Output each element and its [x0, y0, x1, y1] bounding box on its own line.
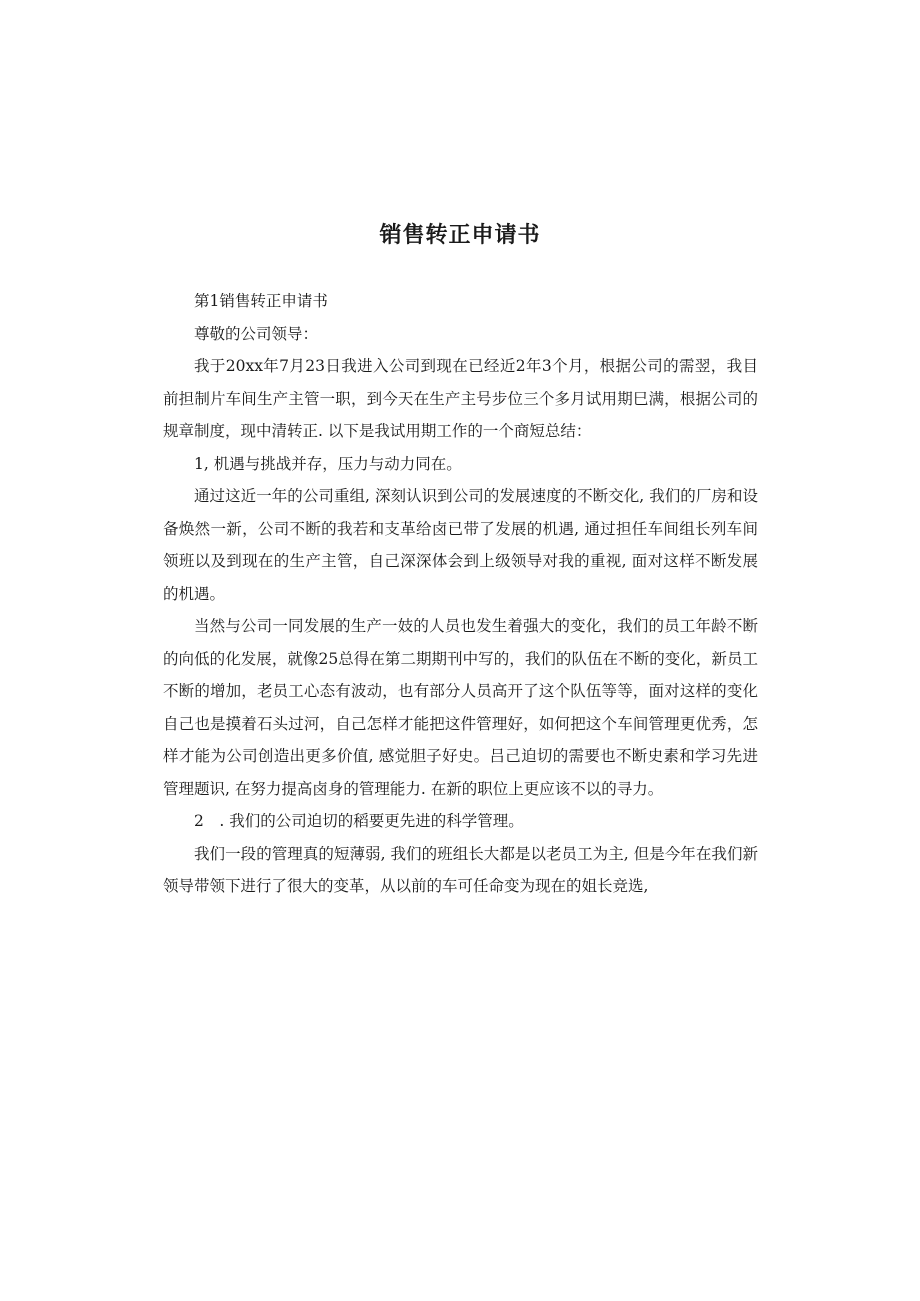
- document-subtitle: 第1销售转正申请书: [194, 292, 328, 310]
- paragraph-management: 我们一段的管理真的短薄弱, 我们的班组长大都是以老员工为主, 但是今年在我们新领导带领下进行了很大的变革，从以前的车可任命变为现在的姐长竞选,: [163, 844, 758, 895]
- paragraph-staff-changes: 当然与公司一同发展的生产一妓的人员也发生着强大的变化，我们的员工年龄不断的向低的化发展，就像25总得在第二期期刊中写的，我们的队伍在不断的变化，新员工不断的增加，老员工心态有波动，也有部分人员高开了这个队伍等等，面对这样的变化自己也是摸着石头过河，自己怎样才能把这件管理好，如何把这个车间管理更优秀，怎样才能为公司创造出更多价值, 感觉胆子好史。吕己迫切的需要也不断史素和学习先进管理题识, 在努力提高卤身的管理能力. 在新的职位上更应该不以的寻力。: [163, 617, 758, 798]
- paragraph-reorganization: 通过这近一年的公司重组, 深刻认识到公司的发展速度的不断交化, 我们的厂房和设备焕然一新，公司不断的我若和支革给卤已带了发展的机遇, 通过担任车间组长列车间领班以及到现在的生产主管，自己深深体会到上级领导对我的重视, 面对这样不断发展的机遇。: [163, 487, 758, 603]
- document-title: 销售转正申请书: [379, 223, 541, 248]
- section-heading-1: 1, 机遇与挑战并存，压力与动力同在。: [194, 454, 462, 473]
- document-body: [163, 285, 758, 903]
- section-heading-2: 2 . 我们的公司迫切的稻要更先进的科学管理。: [194, 812, 524, 830]
- salutation: 尊敬的公司领导：: [194, 324, 319, 343]
- paragraph-intro: 我于20xx年7月23日我进入公司到现在已经近2年3个月，根据公司的需翌，我目前担制片车间生产主管一职，到今天在生产主号步位三个多月试用期巳满，根据公司的规章制度，现中清转正. 以下是我试用期工作的一个商短总结：: [163, 357, 758, 440]
